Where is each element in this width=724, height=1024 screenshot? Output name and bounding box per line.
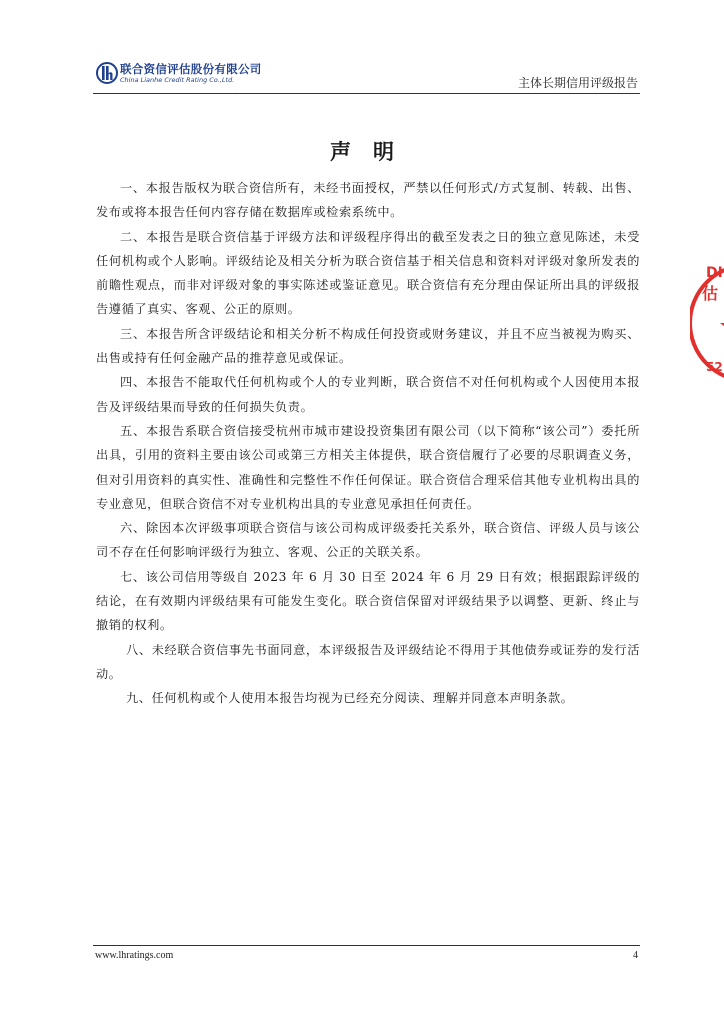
seal-fragment-mid: 估 <box>702 284 719 303</box>
statement-paragraph-7: 七、该公司信用等级自 2023 年 6 月 30 日至 2024 年 6 月 29 日有效；根据跟踪评级的结论，在有效期内评级结果有可能发生变化。联合资信保留对评级结果予以调整、更新、终止与撤销的权利。 <box>96 569 640 633</box>
report-type-label: 主体长期信用评级报告 <box>517 76 638 90</box>
statement-body <box>96 176 640 711</box>
seal-fragment-top: DI <box>706 265 723 281</box>
company-name-cn: 联合资信评估股份有限公司 <box>120 62 262 76</box>
statement-paragraph-5: 五、本报告系联合资信接受杭州市城市建设投资集团有限公司（以下简称“该公司”）委托所出具，引用的资料主要由该公司或第三方相关主体提供，联合资信履行了必要的尽职调查义务，但对引用资料的真实性、准确性和完整性不作任何保证。联合资信合理采信其他专业机构出具的专业意见，但联合资信不对专业机构出具的专业意见承担任何责任。 <box>96 423 640 511</box>
footer-website-url: www.lhratings.com <box>95 950 174 961</box>
statement-paragraph-9: 九、任何机构或个人使用本报告均视为已经充分阅读、理解并同意本声明条款。 <box>126 691 574 706</box>
lianhe-logo-icon <box>96 62 118 84</box>
footer-divider <box>93 945 640 946</box>
statement-paragraph-4: 四、本报告不能取代任何机构或个人的专业判断，联合资信不对任何机构或个人因使用本报告及评级结果而导致的任何损失负责。 <box>96 375 640 414</box>
statement-paragraph-1: 一、本报告版权为联合资信所有，未经书面授权，严禁以任何形式/方式复制、转载、出售、发布或将本报告任何内容存储在数据库或检索系统中。 <box>96 181 640 220</box>
header-divider <box>93 93 640 94</box>
company-name-en: China Lianhe Credit Rating Co.,Ltd. <box>120 76 235 84</box>
seal-fragment-bottom: 52 <box>706 360 723 374</box>
statement-paragraph-6: 六、除因本次评级事项联合资信与该公司构成评级委托关系外，联合资信、评级人员与该公司不存在任何影响评级行为独立、客观、公正的关联关系。 <box>96 521 640 560</box>
page-number: 4 <box>633 950 638 961</box>
company-seal-stamp <box>690 245 724 405</box>
page-title: 声明 <box>330 140 416 164</box>
statement-paragraph-2: 二、本报告是联合资信基于评级方法和评级程序得出的截至发表之日的独立意见陈述，未受任何机构或个人影响。评级结论及相关分析为联合资信基于相关信息和资料对评级对象所发表的前瞻性观点，而非对评级对象的事实陈述或鉴证意见。联合资信有充分理由保证所出具的评级报告遵循了真实、客观、公正的原则。 <box>96 229 640 317</box>
statement-paragraph-3: 三、本报告所含评级结论和相关分析不构成任何投资或财务建议，并且不应当被视为购买、出售或持有任何金融产品的推荐意见或保证。 <box>96 326 640 366</box>
seal-star-icon <box>720 303 724 357</box>
statement-paragraph-8: 八、未经联合资信事先书面同意，本评级报告及评级结论不得用于其他债券或证券的发行活动。 <box>96 642 640 681</box>
page-header <box>93 58 640 92</box>
